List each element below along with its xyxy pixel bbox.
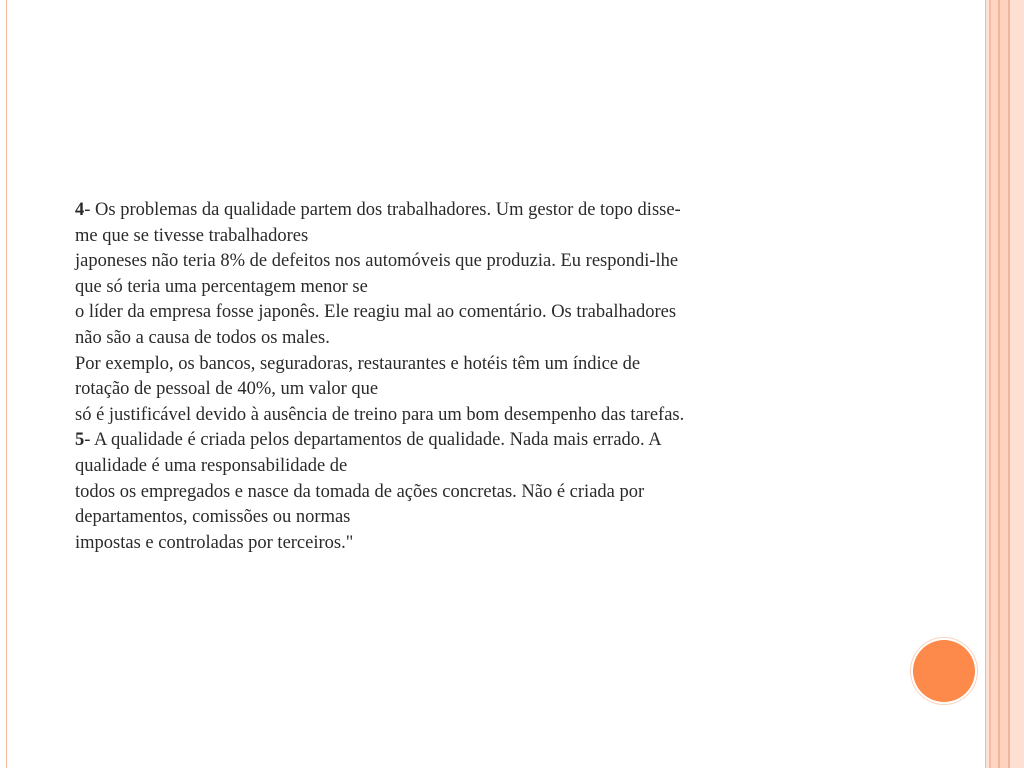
text-line: qualidade é uma responsabilidade de — [75, 455, 348, 476]
text-line: todos os empregados e nasce da tomada de ações concretas. Não é criada por — [75, 481, 645, 502]
text-line: 4- Os problemas da qualidade partem dos trabalhadores. Um gestor de topo disse- — [75, 200, 681, 220]
text-line: Por exemplo, os bancos, seguradoras, restaurantes e hotéis têm um índice de — [75, 353, 641, 374]
paragraph-number: 5 — [75, 430, 85, 451]
text-line: 5- A qualidade é criada pelos departamentos de qualidade. Nada mais errado. A — [75, 430, 662, 451]
slide-body-text — [75, 198, 895, 556]
text-line: me que se tivesse trabalhadores — [75, 225, 309, 246]
text-line: só é justificável devido à ausência de treino para um bom desempenho das tarefas. — [75, 404, 685, 425]
text-line: departamentos, comissões ou normas — [75, 507, 351, 528]
decorative-stripe — [1010, 0, 1024, 768]
text-line: rotação de pessoal de 40%, um valor que — [75, 379, 379, 400]
decorative-stripe — [991, 0, 998, 768]
text-line: não são a causa de todos os males. — [75, 327, 330, 348]
text-line: que só teria uma percentagem menor se — [75, 276, 368, 297]
text-line: impostas e controladas por terceiros." — [75, 532, 354, 553]
text-line: japoneses não teria 8% de defeitos nos automóveis que produzia. Eu respondi-lhe — [75, 251, 679, 272]
decorative-stripe — [1000, 0, 1008, 768]
text-line: o líder da empresa fosse japonês. Ele reagiu mal ao comentário. Os trabalhadores — [75, 302, 677, 323]
decorative-circle — [913, 640, 975, 702]
paragraph-number: 4 — [75, 200, 85, 220]
